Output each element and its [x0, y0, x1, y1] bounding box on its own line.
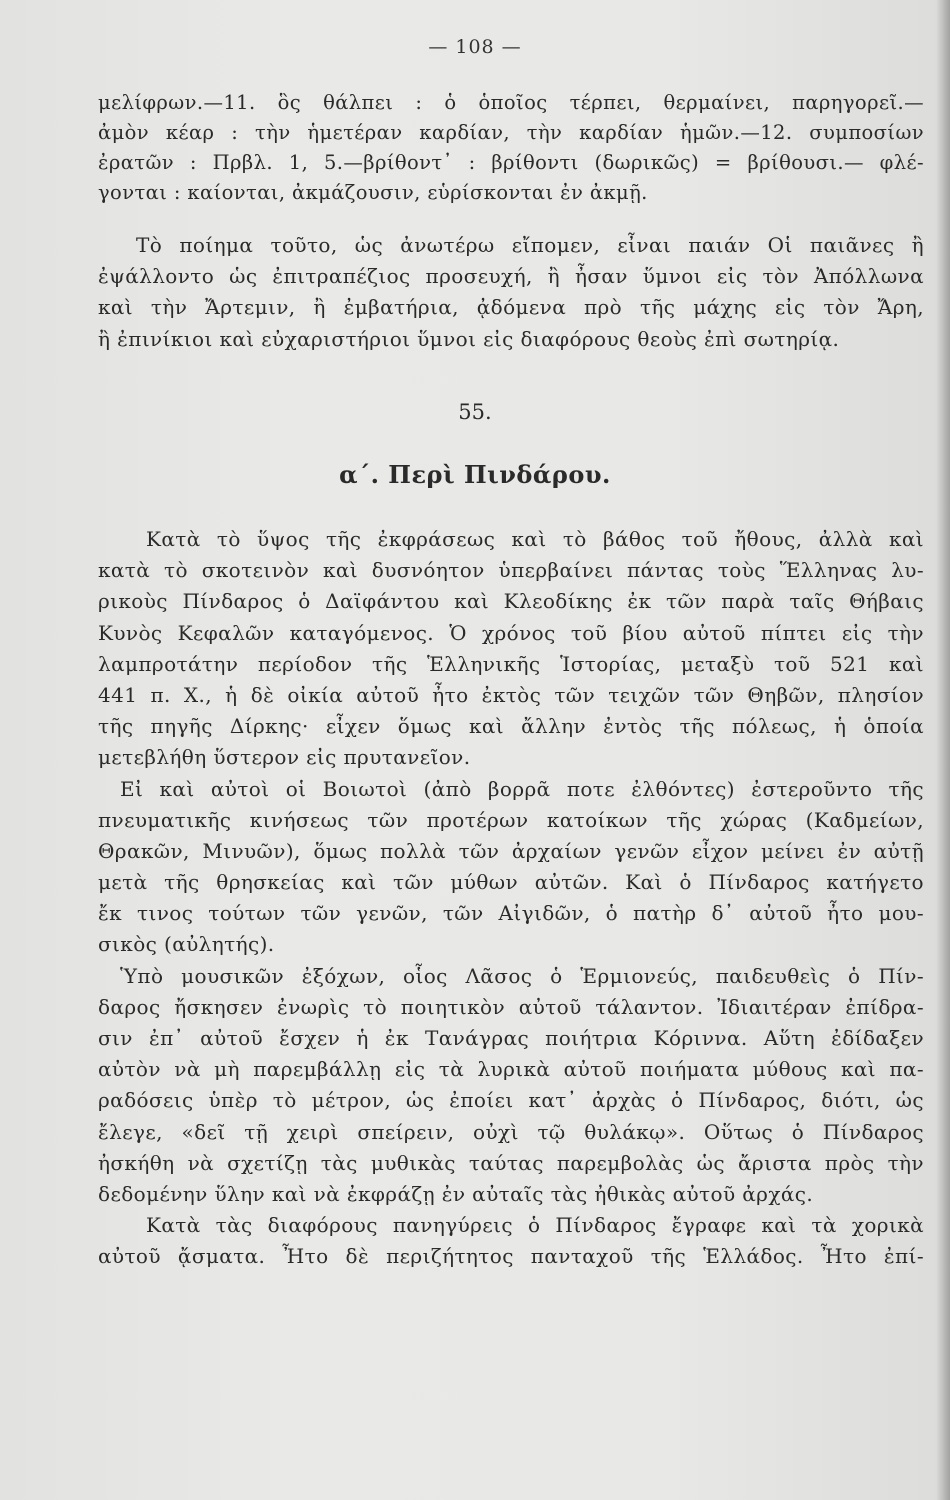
text-line: ἢ ἐπινίκιοι καὶ εὐχαριστήριοι ὕμνοι εἰς διαφόρους θεοὺς ἐπὶ σωτηρίᾳ. [98, 326, 840, 351]
text-line: ἠσκήθη νὰ σχετίζῃ τὰς μυθικὰς ταύτας παρεμβολὰς ὡς ἄριστα πρὸς τὴν [98, 1150, 924, 1175]
footnotes-block [98, 88, 924, 208]
intro-paragraph [98, 230, 924, 355]
text-line: Κατὰ τὰς διαφόρους πανηγύρεις ὁ Πίνδαρος ἔγραφε καὶ τὰ χορικὰ [146, 1213, 924, 1238]
section-number: 55. [458, 400, 492, 424]
text-line: κατὰ τὸ σκοτεινὸν καὶ δυσνόητον ὑπερβαίνει πάντας τοὺς Ἕλληνας λυ- [98, 558, 924, 583]
text-line: ἔλεγε, «δεῖ τῇ χειρὶ σπείρειν, οὐχὶ τῷ θυλάκῳ». Οὕτως ὁ Πίνδαρος [98, 1119, 924, 1144]
text-line: Τὸ ποίημα τοῦτο, ὡς ἀνωτέρω εἴπομεν, εἶναι παιάν Οἱ παιᾶνες ἢ [136, 233, 924, 257]
page-edge-shadow [936, 0, 950, 1500]
note-line: ἀμὸν κέαρ : τὴν ἡμετέραν καρδίαν, τὴν καρδίαν ἡμῶν.—12. συμποσίων [98, 121, 924, 144]
note-line: γονται : καίονται, ἀκμάζουσιν, εὑρίσκονται ἐν ἀκμῇ. [98, 181, 648, 204]
body-text [98, 524, 924, 1273]
text-line: ρικοὺς Πίνδαρος ὁ Δαϊφάντου καὶ Κλεοδίκης ἐκ τῶν παρὰ ταῖς Θήβαις [98, 589, 924, 614]
page-number: — 108 — [428, 36, 522, 58]
text-line: αὐτοῦ ᾄσματα. Ἦτο δὲ περιζήτητος πανταχοῦ τῆς Ἑλλάδος. Ἦτο ἐπί- [98, 1244, 924, 1269]
text-line: Θρακῶν, Μινυῶν), ὅμως πολλὰ τῶν ἀρχαίων γενῶν εἶχον μείνει ἐν αὐτῇ [98, 838, 924, 863]
text-line: ραδόσεις ὑπὲρ τὸ μέτρον, ὡς ἐποίει κατ᾽ ἀρχὰς ὁ Πίνδαρος, διότι, ὡς [98, 1088, 924, 1113]
text-line: Ὑπὸ μουσικῶν ἐξόχων, οἷος Λᾶσος ὁ Ἑρμιονεύς, παιδευθεὶς ὁ Πίν- [120, 963, 924, 988]
text-line: μετὰ τῆς θρησκείας καὶ τῶν μύθων αὐτῶν. Καὶ ὁ Πίνδαρος κατήγετο [98, 870, 924, 895]
text-line: τῆς πηγῆς Δίρκης· εἶχεν ὅμως καὶ ἄλλην ἐντὸς τῆς πόλεως, ἡ ὁποία [98, 714, 924, 739]
text-line: πνευματικῆς κινήσεως τῶν προτέρων κατοίκων τῆς χώρας (Καδμείων, [98, 807, 924, 832]
text-line: σιν ἐπ᾽ αὐτοῦ ἔσχεν ἡ ἐκ Τανάγρας ποιήτρια Κόριννα. Αὕτη ἐδίδαξεν [98, 1026, 924, 1050]
text-line: 441 π. Χ., ἡ δὲ οἰκία αὐτοῦ ἦτο ἐκτὸς τῶν τειχῶν τῶν Θηβῶν, πλησίον [98, 682, 924, 707]
text-line: αὐτὸν νὰ μὴ παρεμβάλλῃ εἰς τὰ λυρικὰ αὐτοῦ ποιήματα μύθους καὶ πα- [98, 1057, 924, 1082]
text-line: Κυνὸς Κεφαλῶν καταγόμενος. Ὁ χρόνος τοῦ βίου αὐτοῦ πίπτει εἰς τὴν [98, 620, 924, 645]
text-line: Εἰ καὶ αὐτοὶ οἱ Βοιωτοὶ (ἀπὸ βορρᾶ ποτε ἐλθόντες) ἐστεροῦντο τῆς [120, 776, 924, 801]
note-line: μελίφρων.—11. ὃς θάλπει : ὁ ὁποῖος τέρπει, θερμαίνει, παρηγορεῖ.— [98, 91, 924, 114]
text-line: μετεβλήθη ὕστερον εἰς πρυτανεῖον. [98, 745, 471, 770]
text-line: δαρος ἤσκησεν ἐνωρὶς τὸ ποιητικὸν αὐτοῦ τάλαντον. Ἰδιαιτέραν ἐπίδρα- [98, 994, 924, 1019]
text-line: καὶ τὴν Ἄρτεμιν, ἢ ἐμβατήρια, ᾀδόμενα πρὸ τῆς μάχης εἰς τὸν Ἄρη, [98, 295, 924, 320]
text-line: δεδομένην ὕλην καὶ νὰ ἐκφράζῃ ἐν αὐταῖς τὰς ἠθικὰς αὐτοῦ ἀρχάς. [98, 1181, 814, 1206]
text-line: Κατὰ τὸ ὕψος τῆς ἐκφράσεως καὶ τὸ βάθος τοῦ ἤθους, ἀλλὰ καὶ [146, 527, 924, 551]
text-line: ἐψάλλοντο ὡς ἐπιτραπέζιος προσευχή, ἢ ἦσαν ὕμνοι εἰς τὸν Ἀπόλλωνα [98, 264, 924, 289]
text-line: σικὸς (αὐλητής). [98, 932, 275, 957]
note-line: ἐρατῶν : Πρβλ. 1, 5.—βρίθοντ᾽ : βρίθοντι (δωρικῶς) = βρίθουσι.— φλέ- [98, 151, 924, 174]
text-line: λαμπροτάτην περίοδον τῆς Ἑλληνικῆς Ἱστορίας, μεταξὺ τοῦ 521 καὶ [98, 651, 924, 676]
text-line: ἔκ τινος τούτων τῶν γενῶν, τῶν Αἰγιδῶν, ὁ πατὴρ δ᾽ αὐτοῦ ἦτο μου- [98, 901, 924, 926]
section-title: α΄. Περὶ Πινδάρου. [339, 460, 611, 489]
